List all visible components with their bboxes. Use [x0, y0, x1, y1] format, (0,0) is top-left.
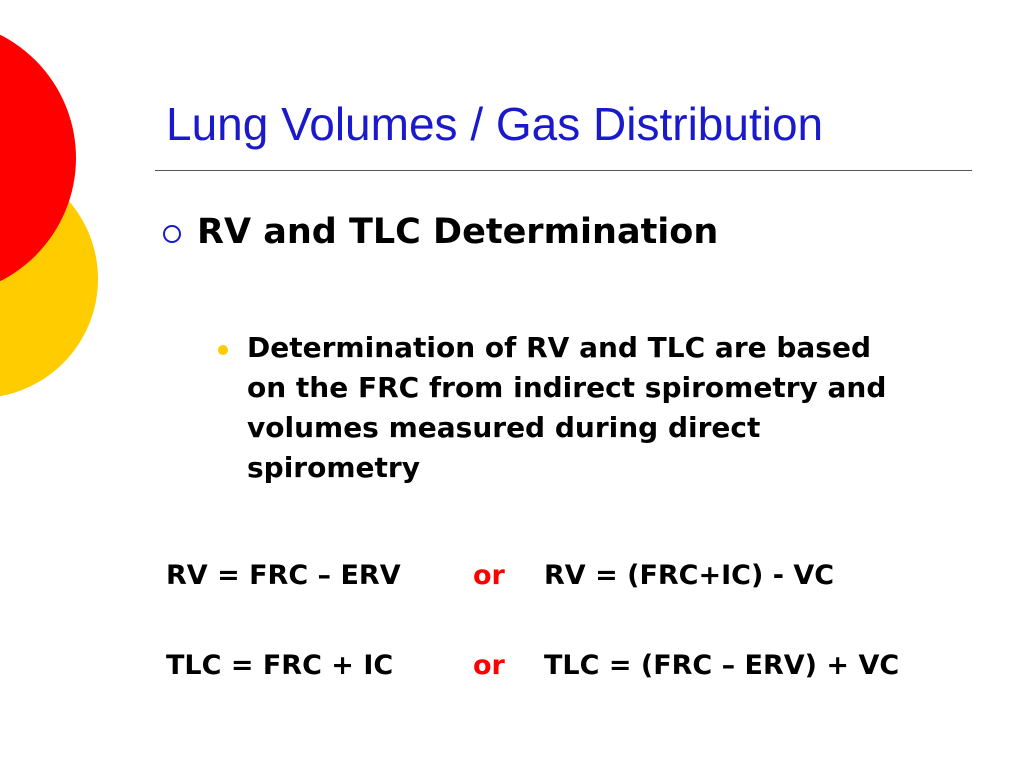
bullet-level1-text: RV and TLC Determination	[197, 212, 719, 252]
ring-bullet-icon	[163, 225, 181, 243]
equation-tlc-connector: or	[473, 650, 505, 681]
equation-tlc-left: TLC = FRC + IC	[166, 650, 394, 681]
equation-rv-left: RV = FRC – ERV	[166, 560, 401, 591]
slide-title: Lung Volumes / Gas Distribution	[166, 98, 824, 150]
equation-rv-right: RV = (FRC+IC) - VC	[544, 560, 835, 591]
equation-rv-connector: or	[473, 560, 505, 591]
bullet-level2-text: Determination of RV and TLC are based on the FRC from indirect spirometry and volumes measured during direct spirometry	[247, 331, 887, 484]
dot-bullet-icon	[218, 345, 228, 355]
bullet-level1	[163, 212, 718, 252]
bullet-level2	[218, 328, 918, 488]
equation-tlc-right: TLC = (FRC – ERV) + VC	[544, 650, 900, 681]
title-divider	[155, 170, 972, 171]
